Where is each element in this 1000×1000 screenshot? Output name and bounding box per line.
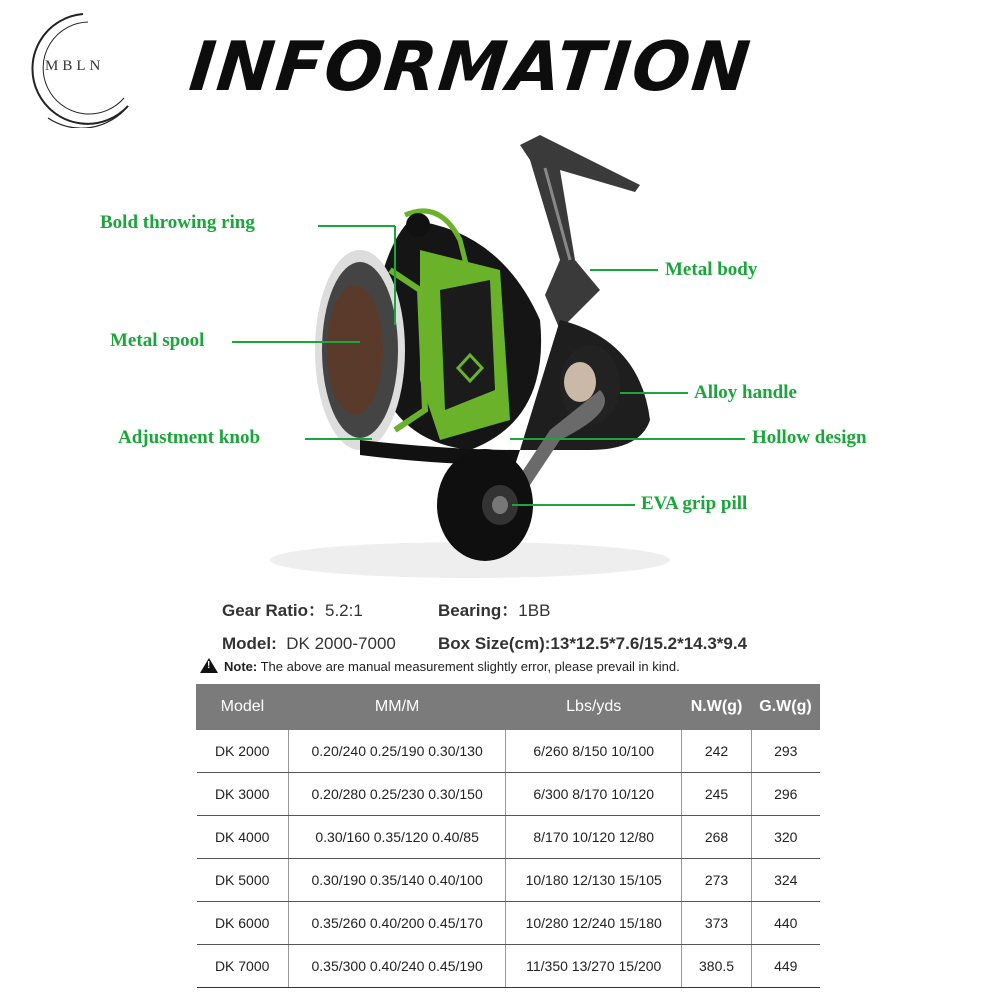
cell-gw: 296 — [752, 773, 820, 816]
gear-ratio — [222, 596, 363, 621]
model-label: Model: — [222, 634, 277, 653]
table-row — [197, 859, 820, 902]
table-row — [197, 730, 820, 773]
brand-logo — [8, 6, 156, 128]
cell-nw: 380.5 — [682, 945, 752, 988]
cell-model: DK 3000 — [197, 773, 289, 816]
table-row — [197, 816, 820, 859]
cell-lbs-yds: 10/280 12/240 15/180 — [506, 902, 682, 945]
cell-gw: 320 — [752, 816, 820, 859]
cell-gw: 449 — [752, 945, 820, 988]
table-row — [197, 773, 820, 816]
callout-hollow-design: Hollow design — [752, 427, 867, 448]
gear-ratio-value: 5.2:1 — [324, 601, 363, 620]
note-label: Note: — [224, 659, 258, 674]
page-title: INFORMATION — [185, 28, 756, 107]
header-lbs-yds: Lbs/yds — [506, 685, 682, 730]
spec-table — [196, 684, 820, 988]
cell-mm-m: 0.35/260 0.40/200 0.45/170 — [288, 902, 506, 945]
callout-alloy-handle: Alloy handle — [694, 382, 797, 403]
callout-adjustment-knob: Adjustment knob — [118, 427, 261, 448]
model-value: DK 2000-7000 — [286, 634, 396, 653]
table-row — [197, 945, 820, 988]
note — [200, 658, 680, 674]
cell-lbs-yds: 8/170 10/120 12/80 — [506, 816, 682, 859]
cell-nw: 373 — [682, 902, 752, 945]
warning-icon — [200, 658, 218, 673]
table-row — [197, 902, 820, 945]
cell-lbs-yds: 10/180 12/130 15/105 — [506, 859, 682, 902]
bearing — [438, 596, 550, 621]
header-model: Model — [197, 685, 289, 730]
callout-metal-spool: Metal spool — [110, 330, 205, 351]
cell-model: DK 5000 — [197, 859, 289, 902]
logo-text: MBLN — [45, 58, 105, 74]
header-mm-m: MM/M — [288, 685, 506, 730]
cell-lbs-yds: 6/260 8/150 10/100 — [506, 730, 682, 773]
cell-lbs-yds: 11/350 13/270 15/200 — [506, 945, 682, 988]
product-illustration — [0, 120, 1000, 590]
cell-mm-m: 0.20/240 0.25/190 0.30/130 — [288, 730, 506, 773]
cell-mm-m: 0.20/280 0.25/230 0.30/150 — [288, 773, 506, 816]
model-range — [222, 634, 396, 654]
bearing-label: Bearing： — [438, 601, 519, 620]
callout-eva-grip-pill: EVA grip pill — [641, 493, 748, 514]
cell-mm-m: 0.30/160 0.35/120 0.40/85 — [288, 816, 506, 859]
cell-mm-m: 0.35/300 0.40/240 0.45/190 — [288, 945, 506, 988]
cell-gw: 324 — [752, 859, 820, 902]
box-size: Box Size(cm):13*12.5*7.6/15.2*14.3*9.4 — [438, 634, 748, 653]
callout-bold-throwing-ring: Bold throwing ring — [100, 212, 255, 233]
cell-mm-m: 0.30/190 0.35/140 0.40/100 — [288, 859, 506, 902]
table-header-row — [197, 685, 820, 730]
callout-metal-body: Metal body — [665, 259, 758, 280]
cell-nw: 268 — [682, 816, 752, 859]
cell-nw: 245 — [682, 773, 752, 816]
header-gw: G.W(g) — [752, 685, 820, 730]
note-text: The above are manual measurement slightly error, please prevail in kind. — [257, 659, 680, 674]
gear-ratio-label: Gear Ratio： — [222, 601, 325, 620]
cell-model: DK 6000 — [197, 902, 289, 945]
cell-nw: 242 — [682, 730, 752, 773]
bearing-value: 1BB — [518, 601, 551, 620]
cell-nw: 273 — [682, 859, 752, 902]
cell-lbs-yds: 6/300 8/170 10/120 — [506, 773, 682, 816]
cell-gw: 293 — [752, 730, 820, 773]
reel-image — [0, 120, 1000, 590]
header-nw: N.W(g) — [682, 685, 752, 730]
cell-model: DK 4000 — [197, 816, 289, 859]
cell-model: DK 2000 — [197, 730, 289, 773]
cell-gw: 440 — [752, 902, 820, 945]
cell-model: DK 7000 — [197, 945, 289, 988]
